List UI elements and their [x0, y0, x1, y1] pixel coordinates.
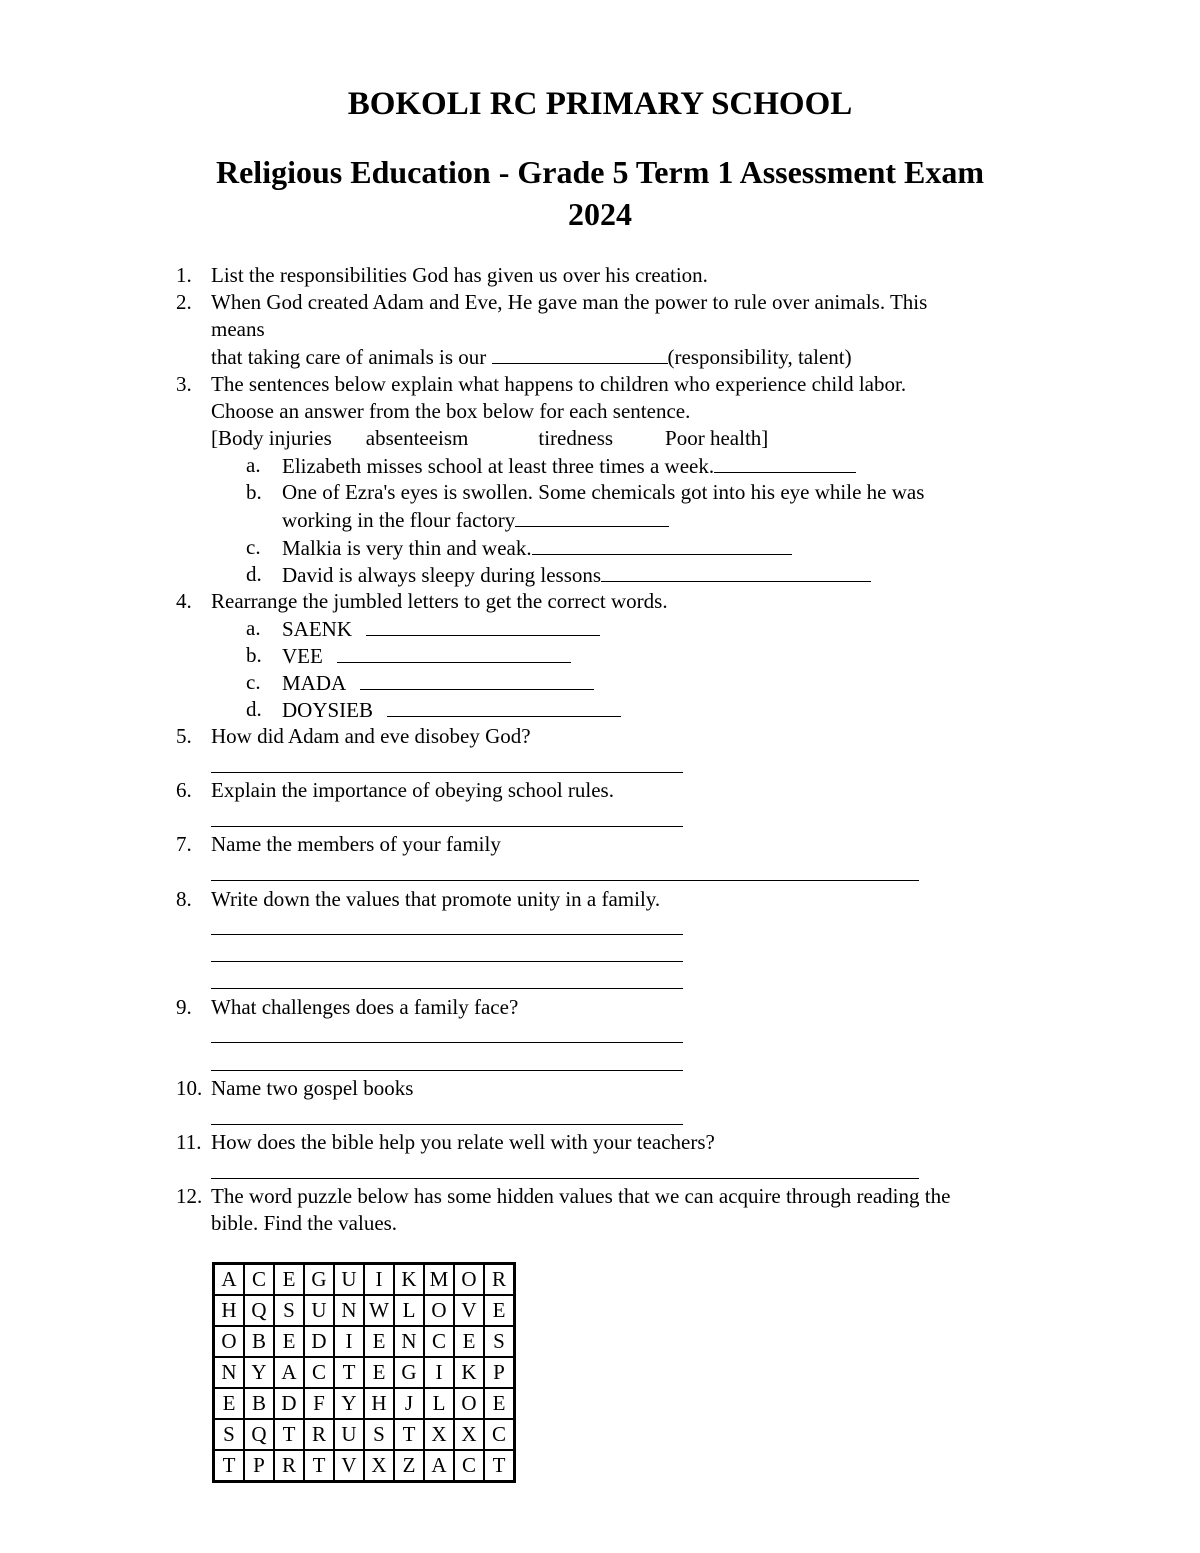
puzzle-cell[interactable]: X	[454, 1419, 484, 1450]
answer-blank[interactable]	[360, 669, 594, 690]
puzzle-cell[interactable]: C	[484, 1419, 515, 1450]
puzzle-cell[interactable]: C	[454, 1450, 484, 1482]
question-number: 9.	[176, 995, 192, 1019]
exam-title: Religious Education - Grade 5 Term 1 Assessment Exam	[215, 154, 985, 190]
puzzle-cell[interactable]: O	[424, 1295, 454, 1326]
puzzle-cell[interactable]: O	[454, 1264, 484, 1296]
puzzle-cell[interactable]: E	[274, 1326, 304, 1357]
answer-line[interactable]	[211, 988, 683, 989]
puzzle-cell[interactable]: T	[484, 1450, 515, 1482]
puzzle-cell[interactable]: S	[364, 1419, 394, 1450]
puzzle-row	[214, 1450, 515, 1482]
puzzle-cell[interactable]: A	[214, 1264, 245, 1296]
item-letter: d.	[246, 562, 262, 586]
option: absenteeism	[365, 426, 469, 450]
answer-blank[interactable]	[515, 506, 669, 527]
answer-line[interactable]	[211, 961, 683, 962]
answer-line[interactable]	[211, 880, 919, 881]
puzzle-cell[interactable]: E	[364, 1357, 394, 1388]
item-letter: a.	[246, 616, 261, 640]
answer-blank[interactable]	[366, 615, 600, 636]
puzzle-cell[interactable]: K	[454, 1357, 484, 1388]
puzzle-cell[interactable]: X	[364, 1450, 394, 1482]
puzzle-row	[214, 1264, 515, 1296]
jumbled-word: DOYSIEB	[282, 696, 621, 724]
item-letter: d.	[246, 697, 262, 721]
answer-blank[interactable]	[337, 642, 571, 663]
puzzle-cell[interactable]: E	[454, 1326, 484, 1357]
puzzle-cell[interactable]: U	[334, 1264, 364, 1296]
puzzle-cell[interactable]: X	[424, 1419, 454, 1450]
question-number: 5.	[176, 724, 192, 748]
puzzle-cell[interactable]: D	[274, 1388, 304, 1419]
question-text: Choose an answer from the box below for each sentence.	[211, 399, 691, 423]
puzzle-cell[interactable]: U	[334, 1419, 364, 1450]
answer-blank[interactable]	[387, 696, 621, 717]
question-text: List the responsibilities God has given us over his creation.	[211, 263, 708, 287]
jumbled-word: SAENK	[282, 615, 600, 643]
answer-line[interactable]	[211, 1124, 683, 1125]
question-text: What challenges does a family face?	[211, 995, 519, 1019]
question-number: 3.	[176, 372, 192, 396]
puzzle-cell[interactable]: T	[214, 1450, 245, 1482]
puzzle-cell[interactable]: O	[454, 1388, 484, 1419]
puzzle-cell[interactable]: C	[244, 1264, 274, 1296]
answer-line[interactable]	[211, 772, 683, 773]
question-text-before-blank: that taking care of animals is our	[211, 345, 492, 369]
item-text: Malkia is very thin and weak.	[282, 534, 792, 562]
puzzle-cell[interactable]: O	[214, 1326, 245, 1357]
item-letter: c.	[246, 670, 261, 694]
puzzle-cell[interactable]: Q	[244, 1419, 274, 1450]
exam-year: 2024	[568, 196, 632, 232]
puzzle-cell[interactable]: S	[274, 1295, 304, 1326]
answer-line[interactable]	[211, 1178, 919, 1179]
jumbled-word: MADA	[282, 669, 594, 697]
answer-line[interactable]	[211, 1042, 683, 1043]
answer-line[interactable]	[211, 1070, 683, 1071]
question-text: means	[211, 317, 265, 341]
answer-line[interactable]	[211, 826, 683, 827]
puzzle-cell[interactable]: A	[424, 1450, 454, 1482]
option: Poor health]	[665, 426, 769, 450]
puzzle-cell[interactable]: N	[214, 1357, 245, 1388]
puzzle-row	[214, 1388, 515, 1419]
answer-choices: (responsibility, talent)	[667, 345, 852, 369]
question-number: 6.	[176, 778, 192, 802]
puzzle-row	[214, 1357, 515, 1388]
puzzle-cell[interactable]: T	[394, 1419, 424, 1450]
answer-blank[interactable]	[714, 452, 856, 473]
puzzle-cell[interactable]: L	[394, 1295, 424, 1326]
question-number: 10.	[176, 1076, 203, 1100]
question-text: When God created Adam and Eve, He gave man the power to rule over animals. This	[211, 290, 928, 314]
item-letter: c.	[246, 535, 261, 559]
puzzle-cell[interactable]: U	[304, 1295, 334, 1326]
puzzle-cell[interactable]: N	[334, 1295, 364, 1326]
puzzle-cell[interactable]: V	[454, 1295, 484, 1326]
puzzle-cell[interactable]: A	[274, 1357, 304, 1388]
puzzle-cell[interactable]: F	[304, 1388, 334, 1419]
puzzle-cell[interactable]: P	[244, 1450, 274, 1482]
answer-line[interactable]	[211, 934, 683, 935]
answer-box	[211, 425, 768, 452]
puzzle-cell[interactable]: Z	[394, 1450, 424, 1482]
question-text: The word puzzle below has some hidden values that we can acquire through reading the	[211, 1184, 951, 1208]
question-text: Name two gospel books	[211, 1076, 414, 1100]
puzzle-cell[interactable]: E	[484, 1295, 515, 1326]
item-text: Elizabeth misses school at least three times a week.	[282, 452, 856, 480]
puzzle-row	[214, 1326, 515, 1357]
jumbled-word: VEE	[282, 642, 571, 670]
question-number: 4.	[176, 589, 192, 613]
puzzle-cell[interactable]: C	[424, 1326, 454, 1357]
option: [Body injuries	[211, 426, 332, 450]
puzzle-cell[interactable]: R	[484, 1264, 515, 1296]
puzzle-cell[interactable]: T	[304, 1450, 334, 1482]
puzzle-cell[interactable]: H	[364, 1388, 394, 1419]
puzzle-row	[214, 1295, 515, 1326]
puzzle-cell[interactable]: V	[334, 1450, 364, 1482]
item-letter: b.	[246, 480, 262, 504]
option: tiredness	[538, 426, 614, 450]
item-text: One of Ezra's eyes is swollen. Some chemicals got into his eye while he was	[282, 480, 925, 504]
puzzle-cell[interactable]: Y	[334, 1388, 364, 1419]
puzzle-cell[interactable]: E	[364, 1326, 394, 1357]
puzzle-cell[interactable]: Y	[244, 1357, 274, 1388]
answer-blank[interactable]	[601, 561, 871, 582]
puzzle-cell[interactable]: G	[394, 1357, 424, 1388]
puzzle-cell[interactable]: I	[424, 1357, 454, 1388]
puzzle-cell[interactable]: R	[304, 1419, 334, 1450]
puzzle-cell[interactable]: S	[484, 1326, 515, 1357]
puzzle-cell[interactable]: P	[484, 1357, 515, 1388]
puzzle-cell[interactable]: K	[394, 1264, 424, 1296]
item-text: working in the flour factory	[282, 506, 669, 534]
question-text: Write down the values that promote unity in a family.	[211, 887, 661, 911]
item-letter: b.	[246, 643, 262, 667]
puzzle-cell[interactable]: R	[274, 1450, 304, 1482]
puzzle-row	[214, 1419, 515, 1450]
puzzle-cell[interactable]: S	[214, 1419, 245, 1450]
question-text	[211, 343, 852, 371]
question-text: bible. Find the values.	[211, 1211, 398, 1235]
puzzle-cell[interactable]: J	[394, 1388, 424, 1419]
puzzle-cell[interactable]: I	[334, 1326, 364, 1357]
answer-blank[interactable]	[532, 534, 792, 555]
puzzle-cell[interactable]: W	[364, 1295, 394, 1326]
puzzle-cell[interactable]: E	[274, 1264, 304, 1296]
item-letter: a.	[246, 453, 261, 477]
puzzle-cell[interactable]: I	[364, 1264, 394, 1296]
puzzle-cell[interactable]: Q	[244, 1295, 274, 1326]
question-number: 12.	[176, 1184, 203, 1208]
question-text: Name the members of your family	[211, 832, 501, 856]
puzzle-cell[interactable]: C	[304, 1357, 334, 1388]
puzzle-cell[interactable]: E	[214, 1388, 245, 1419]
item-text: David is always sleepy during lessons	[282, 561, 871, 589]
puzzle-cell[interactable]: M	[424, 1264, 454, 1296]
puzzle-cell[interactable]: T	[334, 1357, 364, 1388]
puzzle-cell[interactable]: H	[214, 1295, 245, 1326]
puzzle-cell[interactable]: E	[484, 1388, 515, 1419]
question-number: 1.	[176, 263, 192, 287]
question-text: How does the bible help you relate well with your teachers?	[211, 1130, 715, 1154]
question-number: 7.	[176, 832, 192, 856]
puzzle-cell[interactable]: B	[244, 1326, 274, 1357]
question-number: 8.	[176, 887, 192, 911]
puzzle-cell[interactable]: L	[424, 1388, 454, 1419]
question-number: 11.	[176, 1130, 202, 1154]
puzzle-cell[interactable]: T	[274, 1419, 304, 1450]
puzzle-cell[interactable]: D	[304, 1326, 334, 1357]
word-puzzle-grid	[212, 1262, 516, 1483]
answer-blank[interactable]	[492, 343, 668, 364]
question-number: 2.	[176, 290, 192, 314]
question-text: The sentences below explain what happens to children who experience child labor.	[211, 372, 907, 396]
question-text: How did Adam and eve disobey God?	[211, 724, 531, 748]
question-text: Rearrange the jumbled letters to get the correct words.	[211, 589, 668, 613]
question-text: Explain the importance of obeying school rules.	[211, 778, 614, 802]
puzzle-cell[interactable]: N	[394, 1326, 424, 1357]
puzzle-cell[interactable]: G	[304, 1264, 334, 1296]
puzzle-cell[interactable]: B	[244, 1388, 274, 1419]
school-name: BOKOLI RC PRIMARY SCHOOL	[347, 86, 853, 122]
